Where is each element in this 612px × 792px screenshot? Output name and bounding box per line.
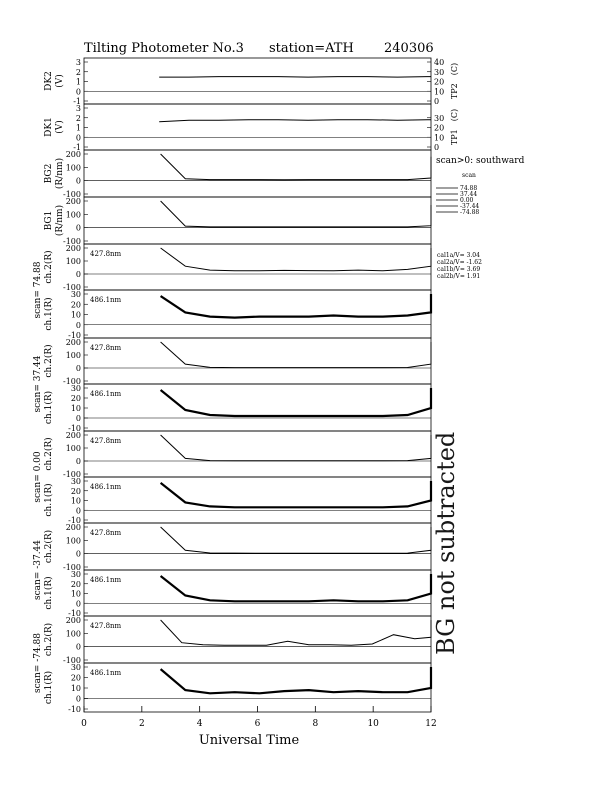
y-tick-label: -100: [63, 377, 81, 386]
panel-dk2: [44, 58, 459, 106]
x-tick-label: 0: [81, 719, 87, 729]
panel-dk1: [44, 104, 459, 152]
panel-s3ch1: [43, 477, 431, 525]
y-tick-label: 0: [75, 133, 81, 143]
panel-unit: (V): [55, 74, 65, 88]
panel-frame: [84, 197, 431, 244]
y-tick-label: 200: [65, 338, 81, 347]
wavelength-label: 427.8nm: [90, 529, 122, 537]
right-tick-label: 10: [434, 87, 445, 97]
right-tick-label: 30: [434, 67, 445, 77]
y-tick-label: -100: [63, 237, 81, 246]
panel-frame: [84, 477, 431, 523]
panel-ylabel: BG2: [44, 163, 54, 184]
y-tick-label: 100: [65, 351, 81, 360]
scan-group-label: scan= -74.88: [33, 632, 43, 694]
calibration-entry: cal1b/V= 3.69: [437, 266, 481, 273]
y-tick-label: 10: [70, 404, 81, 413]
panel-bg1: [44, 197, 431, 246]
y-tick-label: -1: [73, 143, 81, 152]
y-tick-label: 30: [70, 384, 81, 393]
watermark-text: BG not subtracted: [432, 431, 460, 655]
y-tick-label: 100: [65, 163, 81, 173]
y-tick-label: 0: [75, 176, 81, 186]
date-label: 240306: [384, 41, 434, 56]
panel-frame: [84, 384, 431, 431]
panel-ylabel: ch.1(R): [44, 297, 54, 331]
y-tick-label: 0: [75, 320, 81, 330]
panel-frame: [84, 570, 431, 616]
right-tick-label: 20: [434, 77, 445, 87]
right-tick-label: 20: [434, 123, 445, 133]
y-tick-label: 100: [65, 257, 81, 266]
right-tick-label: 0: [434, 143, 440, 152]
panel-ylabel: ch.2(R): [44, 437, 54, 471]
wavelength-label: 427.8nm: [90, 344, 122, 352]
y-tick-label: 0: [75, 599, 81, 609]
panel-frame: [84, 104, 431, 150]
y-tick-label: -100: [63, 656, 81, 665]
y-tick-label: 100: [65, 536, 81, 546]
y-tick-label: -1: [73, 97, 81, 106]
y-tick-label: 100: [65, 444, 81, 453]
y-tick-label: 0: [75, 642, 81, 652]
y-tick-label: 0: [75, 506, 81, 516]
scan-legend-entry: 37.44: [460, 191, 478, 198]
panel-ylabel: ch.1(R): [44, 390, 54, 425]
panel-ylabel: ch.1(R): [44, 483, 54, 517]
scan-legend-entry: 0.00: [460, 197, 474, 204]
x-tick-label: 8: [312, 719, 319, 729]
y-tick-label: -10: [68, 705, 81, 714]
station-label: station=ATH: [269, 41, 354, 56]
data-series: [161, 435, 431, 461]
panel-s1ch1: [43, 290, 431, 340]
y-tick-label: 0: [75, 414, 81, 423]
x-tick-label: 4: [196, 719, 203, 729]
panel-s1ch2: [33, 244, 431, 319]
y-tick-label: 100: [65, 629, 81, 639]
data-series: [161, 248, 431, 271]
y-tick-label: 0: [75, 549, 81, 559]
y-tick-label: 20: [70, 394, 81, 403]
panel-unit: (R/nm): [55, 157, 65, 190]
y-tick-label: 20: [70, 486, 81, 496]
panel-s5ch2: [33, 616, 431, 693]
data-series: [161, 201, 431, 227]
panel-ylabel: ch.2(R): [44, 622, 54, 657]
scan-group-label: scan= -37.44: [33, 539, 43, 601]
y-tick-label: 3: [75, 104, 81, 113]
panel-frame: [84, 616, 431, 663]
scan-legend-entry: -74.88: [460, 209, 480, 216]
panel-frame: [84, 431, 431, 477]
y-tick-label: 2: [75, 67, 81, 77]
y-tick-label: 1: [75, 77, 81, 87]
wavelength-label: 486.1nm: [90, 296, 122, 304]
data-series: [161, 154, 431, 180]
scan-group-label: scan= 0.00: [33, 451, 43, 503]
y-tick-label: 100: [65, 210, 81, 220]
panel-unit: (V): [55, 120, 65, 134]
y-tick-label: 30: [70, 477, 81, 486]
panel-stack: [33, 58, 459, 714]
y-tick-label: 0: [75, 694, 81, 704]
scan-legend: [436, 185, 479, 216]
y-tick-label: 200: [65, 616, 81, 625]
y-tick-label: 20: [70, 300, 81, 310]
data-series: [161, 667, 431, 693]
figure-title: Tilting Photometer No.3: [84, 41, 244, 56]
right-axis-name: TP2: [450, 83, 459, 100]
y-tick-label: -100: [63, 470, 81, 479]
y-tick-label: 20: [70, 673, 81, 683]
right-tick-label: 10: [434, 133, 445, 143]
scan-legend-entry: 74.88: [460, 185, 478, 192]
wavelength-label: 427.8nm: [90, 250, 122, 258]
y-tick-label: 200: [65, 197, 81, 206]
right-axis-label: [450, 109, 459, 145]
wavelength-label: 486.1nm: [90, 669, 122, 677]
panel-frame: [84, 150, 431, 197]
data-series: [161, 294, 431, 318]
calibration-legend: [437, 252, 482, 280]
panel-ylabel: ch.2(R): [44, 529, 54, 564]
y-tick-label: -100: [63, 190, 81, 199]
calibration-entry: cal1a/V= 3.04: [437, 252, 480, 259]
scan-legend-title: scan: [462, 172, 476, 179]
y-tick-label: 0: [75, 87, 81, 97]
panel-frame: [84, 58, 431, 104]
right-tick-label: 0: [434, 97, 440, 106]
y-tick-label: -10: [68, 424, 81, 433]
wavelength-label: 486.1nm: [90, 483, 122, 491]
y-tick-label: 30: [70, 570, 81, 579]
scan-group-label: scan= 37.44: [33, 355, 43, 413]
data-series: [159, 120, 431, 122]
y-tick-label: 1: [75, 123, 81, 133]
y-tick-label: 2: [75, 113, 81, 123]
y-tick-label: 10: [70, 589, 81, 599]
y-tick-label: 0: [75, 270, 81, 279]
panel-s3ch2: [33, 431, 431, 503]
right-tick-label: 40: [434, 58, 445, 67]
panel-ylabel: ch.1(R): [44, 670, 54, 705]
x-tick-label: 2: [138, 719, 145, 729]
y-tick-label: 3: [75, 58, 81, 67]
panel-frame: [84, 290, 431, 338]
panel-ylabel: ch.1(R): [44, 576, 54, 610]
data-series: [161, 574, 431, 601]
y-tick-label: 30: [70, 663, 81, 672]
panel-ylabel: DK2: [44, 71, 54, 91]
x-axis: [81, 706, 437, 729]
y-tick-label: -100: [63, 563, 81, 572]
y-tick-label: -10: [68, 609, 81, 618]
data-series: [161, 388, 431, 416]
panel-ylabel: ch.2(R): [44, 250, 54, 284]
y-tick-label: 200: [65, 244, 81, 253]
x-tick-label: 10: [367, 719, 379, 729]
wavelength-label: 427.8nm: [90, 622, 122, 630]
panel-bg2: [44, 150, 431, 199]
calibration-entry: cal2a/V= -1.62: [437, 259, 482, 266]
y-tick-label: 10: [70, 684, 81, 693]
data-series: [161, 527, 431, 553]
panel-ylabel: DK1: [44, 117, 54, 137]
y-tick-label: 10: [70, 496, 81, 506]
scan-legend-entry: -37.44: [460, 203, 480, 210]
scan-direction-note: scan>0: southward: [436, 156, 525, 166]
right-axis-unit: (C): [450, 108, 459, 122]
panel-s4ch2: [33, 523, 431, 600]
y-tick-label: 200: [65, 523, 81, 532]
y-tick-label: 10: [70, 310, 81, 320]
panel-ylabel: BG1: [44, 210, 54, 231]
x-tick-label: 12: [425, 719, 437, 729]
panel-frame: [84, 663, 431, 712]
x-tick-label: 6: [254, 719, 261, 729]
y-tick-label: -100: [63, 283, 81, 292]
wavelength-label: 486.1nm: [90, 576, 122, 584]
data-series: [161, 481, 431, 507]
y-tick-label: 200: [65, 431, 81, 440]
data-series: [159, 77, 431, 78]
y-tick-label: 200: [65, 150, 81, 159]
data-series: [161, 342, 431, 368]
panel-s2ch1: [43, 384, 431, 433]
right-axis-label: [450, 63, 459, 99]
y-tick-label: 0: [75, 364, 81, 373]
y-tick-label: 0: [75, 457, 81, 466]
y-tick-label: -10: [68, 331, 81, 340]
x-axis-label: Universal Time: [198, 733, 300, 748]
scan-group-label: scan= 74.88: [33, 261, 43, 319]
panel-unit: (R/nm): [55, 204, 65, 237]
y-tick-label: 20: [70, 579, 81, 589]
calibration-entry: cal2b/V= 1.91: [437, 273, 481, 280]
panel-ylabel: ch.2(R): [44, 344, 54, 378]
y-tick-label: 0: [75, 223, 81, 233]
y-tick-label: -10: [68, 516, 81, 525]
panel-s2ch2: [33, 338, 431, 413]
wavelength-label: 486.1nm: [90, 390, 122, 398]
panel-s4ch1: [43, 570, 431, 618]
data-series: [161, 620, 431, 645]
panel-frame: [84, 338, 431, 384]
right-axis-name: TP1: [450, 129, 459, 146]
y-tick-label: 30: [70, 290, 81, 299]
right-axis-unit: (C): [450, 62, 459, 76]
right-tick-label: 30: [434, 113, 445, 123]
wavelength-label: 427.8nm: [90, 437, 122, 445]
panel-frame: [84, 523, 431, 570]
panel-frame: [84, 244, 431, 290]
